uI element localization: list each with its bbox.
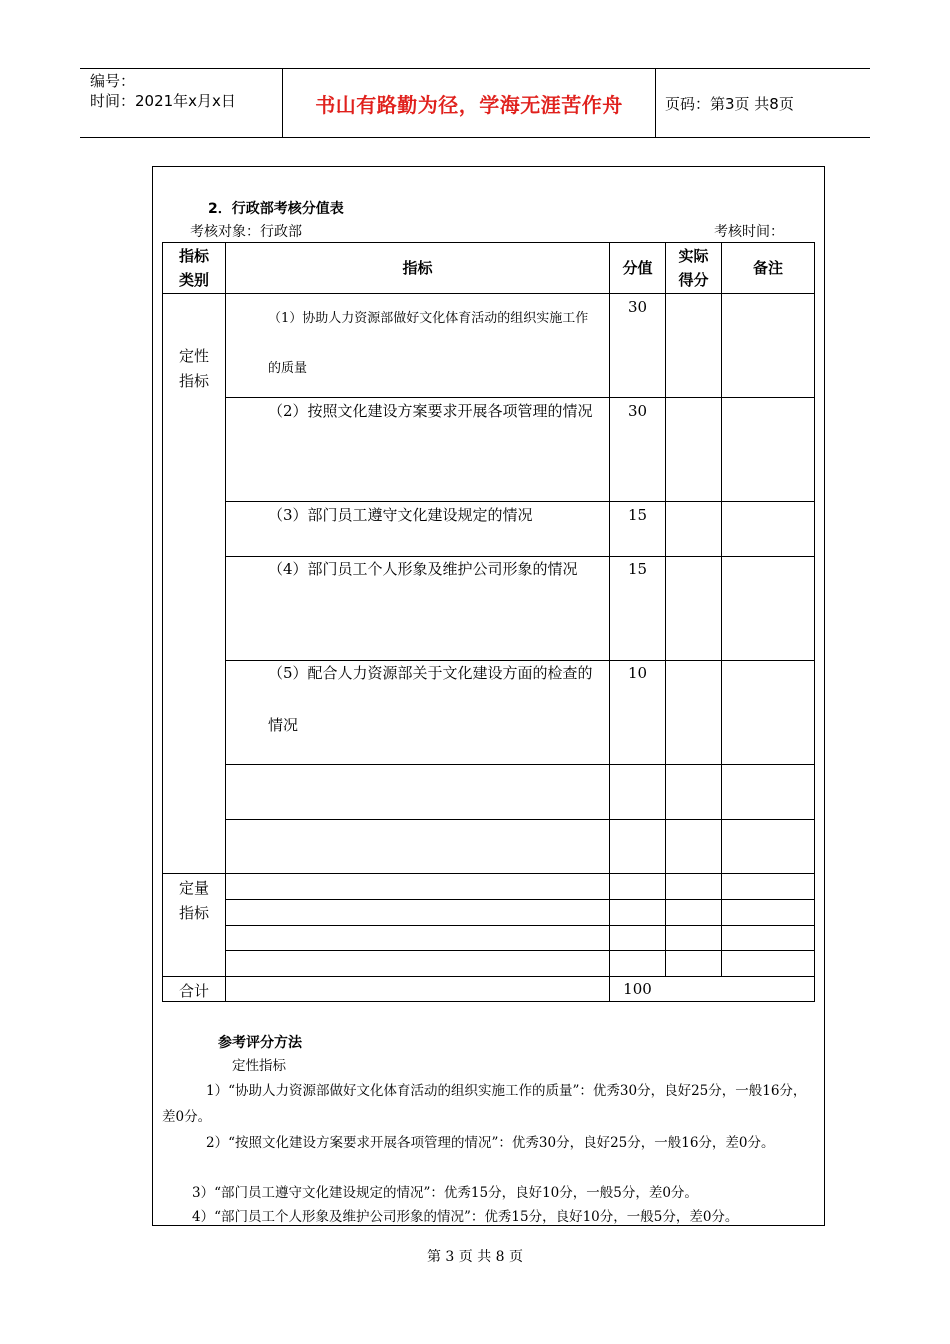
section-title: 2．行政部考核分值表 — [208, 201, 344, 217]
header-motto: 书山有路勤为径，学海无涯苦作舟 — [282, 69, 656, 137]
total-label: 合计 — [178, 982, 209, 1000]
header-remark: 备注 — [752, 259, 783, 277]
score-table — [162, 242, 815, 1002]
header-category: 指标类别 — [178, 247, 209, 289]
method-title: 参考评分方法 — [218, 1035, 302, 1051]
method-item-2: 2）“按照文化建设方案要求开展各项管理的情况”：优秀30分，良好25分，一般16分，差0分。 — [206, 1135, 775, 1151]
score-value: 15 — [627, 560, 648, 578]
page-number-label: 页码：第3页 共8页 — [665, 94, 794, 113]
score-value: 15 — [627, 506, 648, 524]
assess-target: 考核对象：行政部 — [190, 224, 302, 240]
page-header — [80, 68, 870, 138]
header-score: 分值 — [622, 259, 653, 277]
score-value: 10 — [627, 664, 648, 682]
header-info — [80, 69, 282, 137]
serial-number-label: 编号： — [90, 72, 136, 90]
method-subtitle: 定性指标 — [232, 1058, 286, 1074]
table-row: （3）部门员工遵守文化建设规定的情况 — [268, 506, 533, 524]
method-item-3: 3）“部门员工遵守文化建设规定的情况”：优秀15分，良好10分，一般5分，差0分。 — [192, 1185, 698, 1201]
quantitative-category: 定量指标 — [178, 879, 209, 922]
date-label: 时间：2021年x月x日 — [90, 92, 236, 110]
header-actual-score: 实际得分 — [678, 247, 709, 289]
page-footer: 第 3 页 共 8 页 — [426, 1249, 524, 1265]
table-row: （2）按照文化建设方案要求开展各项管理的情况 — [268, 402, 593, 420]
score-value: 30 — [627, 402, 648, 420]
total-value: 100 — [623, 980, 652, 998]
table-row: （1）协助人力资源部做好文化体育活动的组织实施工作的质量 — [268, 311, 589, 376]
method-item-1: 1）“协助人力资源部做好文化体育活动的组织实施工作的质量”：优秀30分，良好25分，一般16分，差0分。 — [162, 1083, 807, 1125]
assess-time: 考核时间： — [714, 224, 784, 240]
table-row: （5）配合人力资源部关于文化建设方面的检查的情况 — [268, 664, 593, 734]
score-value: 30 — [627, 298, 648, 316]
method-item-4: 4）“部门员工个人形象及维护公司形象的情况”：优秀15分，良好10分，一般5分，差0分。 — [192, 1209, 739, 1225]
table-row: （4）部门员工个人形象及维护公司形象的情况 — [268, 560, 578, 578]
qualitative-category: 定性指标 — [178, 347, 209, 390]
header-indicator: 指标 — [402, 259, 433, 277]
